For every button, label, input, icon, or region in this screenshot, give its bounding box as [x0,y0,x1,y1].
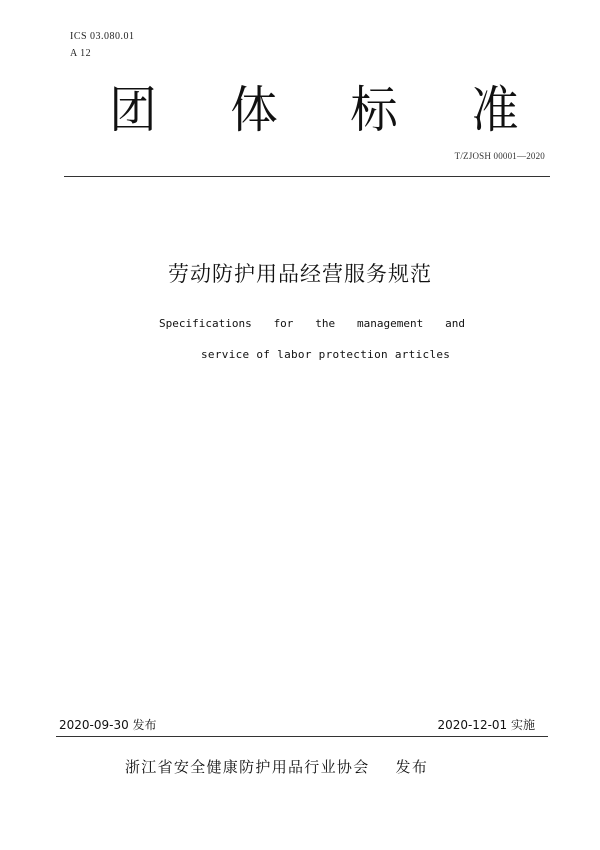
issue-date: 2020-09-30 发布 [59,718,157,732]
standard-number: T/ZJOSH 00001—2020 [454,151,545,161]
chinese-title: 劳动防护用品经营服务规范 [168,262,432,286]
bottom-divider [56,736,548,737]
doc-type-char: 体 [229,81,278,139]
doc-type-char: 准 [471,81,519,139]
top-divider [64,176,550,177]
publisher-name: 浙江省安全健康防护用品行业协会 [125,758,370,776]
english-title-word: for [273,317,294,330]
english-title-word: and [445,317,465,330]
document-type-heading [108,80,520,140]
english-title-line-2: service of labor protection articles [201,348,451,361]
publisher-line [125,756,428,777]
doc-type-char: 团 [109,81,157,139]
publish-label: 发布 [395,758,429,776]
english-title-line-1 [159,317,465,330]
ccs-code: A 12 [70,48,92,59]
english-title-word: the [315,317,336,330]
english-title-word: management [357,317,424,330]
ics-code: ICS 03.080.01 [70,31,135,42]
doc-type-char: 标 [350,81,399,139]
english-title-word: Specifications [159,317,252,330]
implementation-date: 2020-12-01 实施 [437,718,535,732]
